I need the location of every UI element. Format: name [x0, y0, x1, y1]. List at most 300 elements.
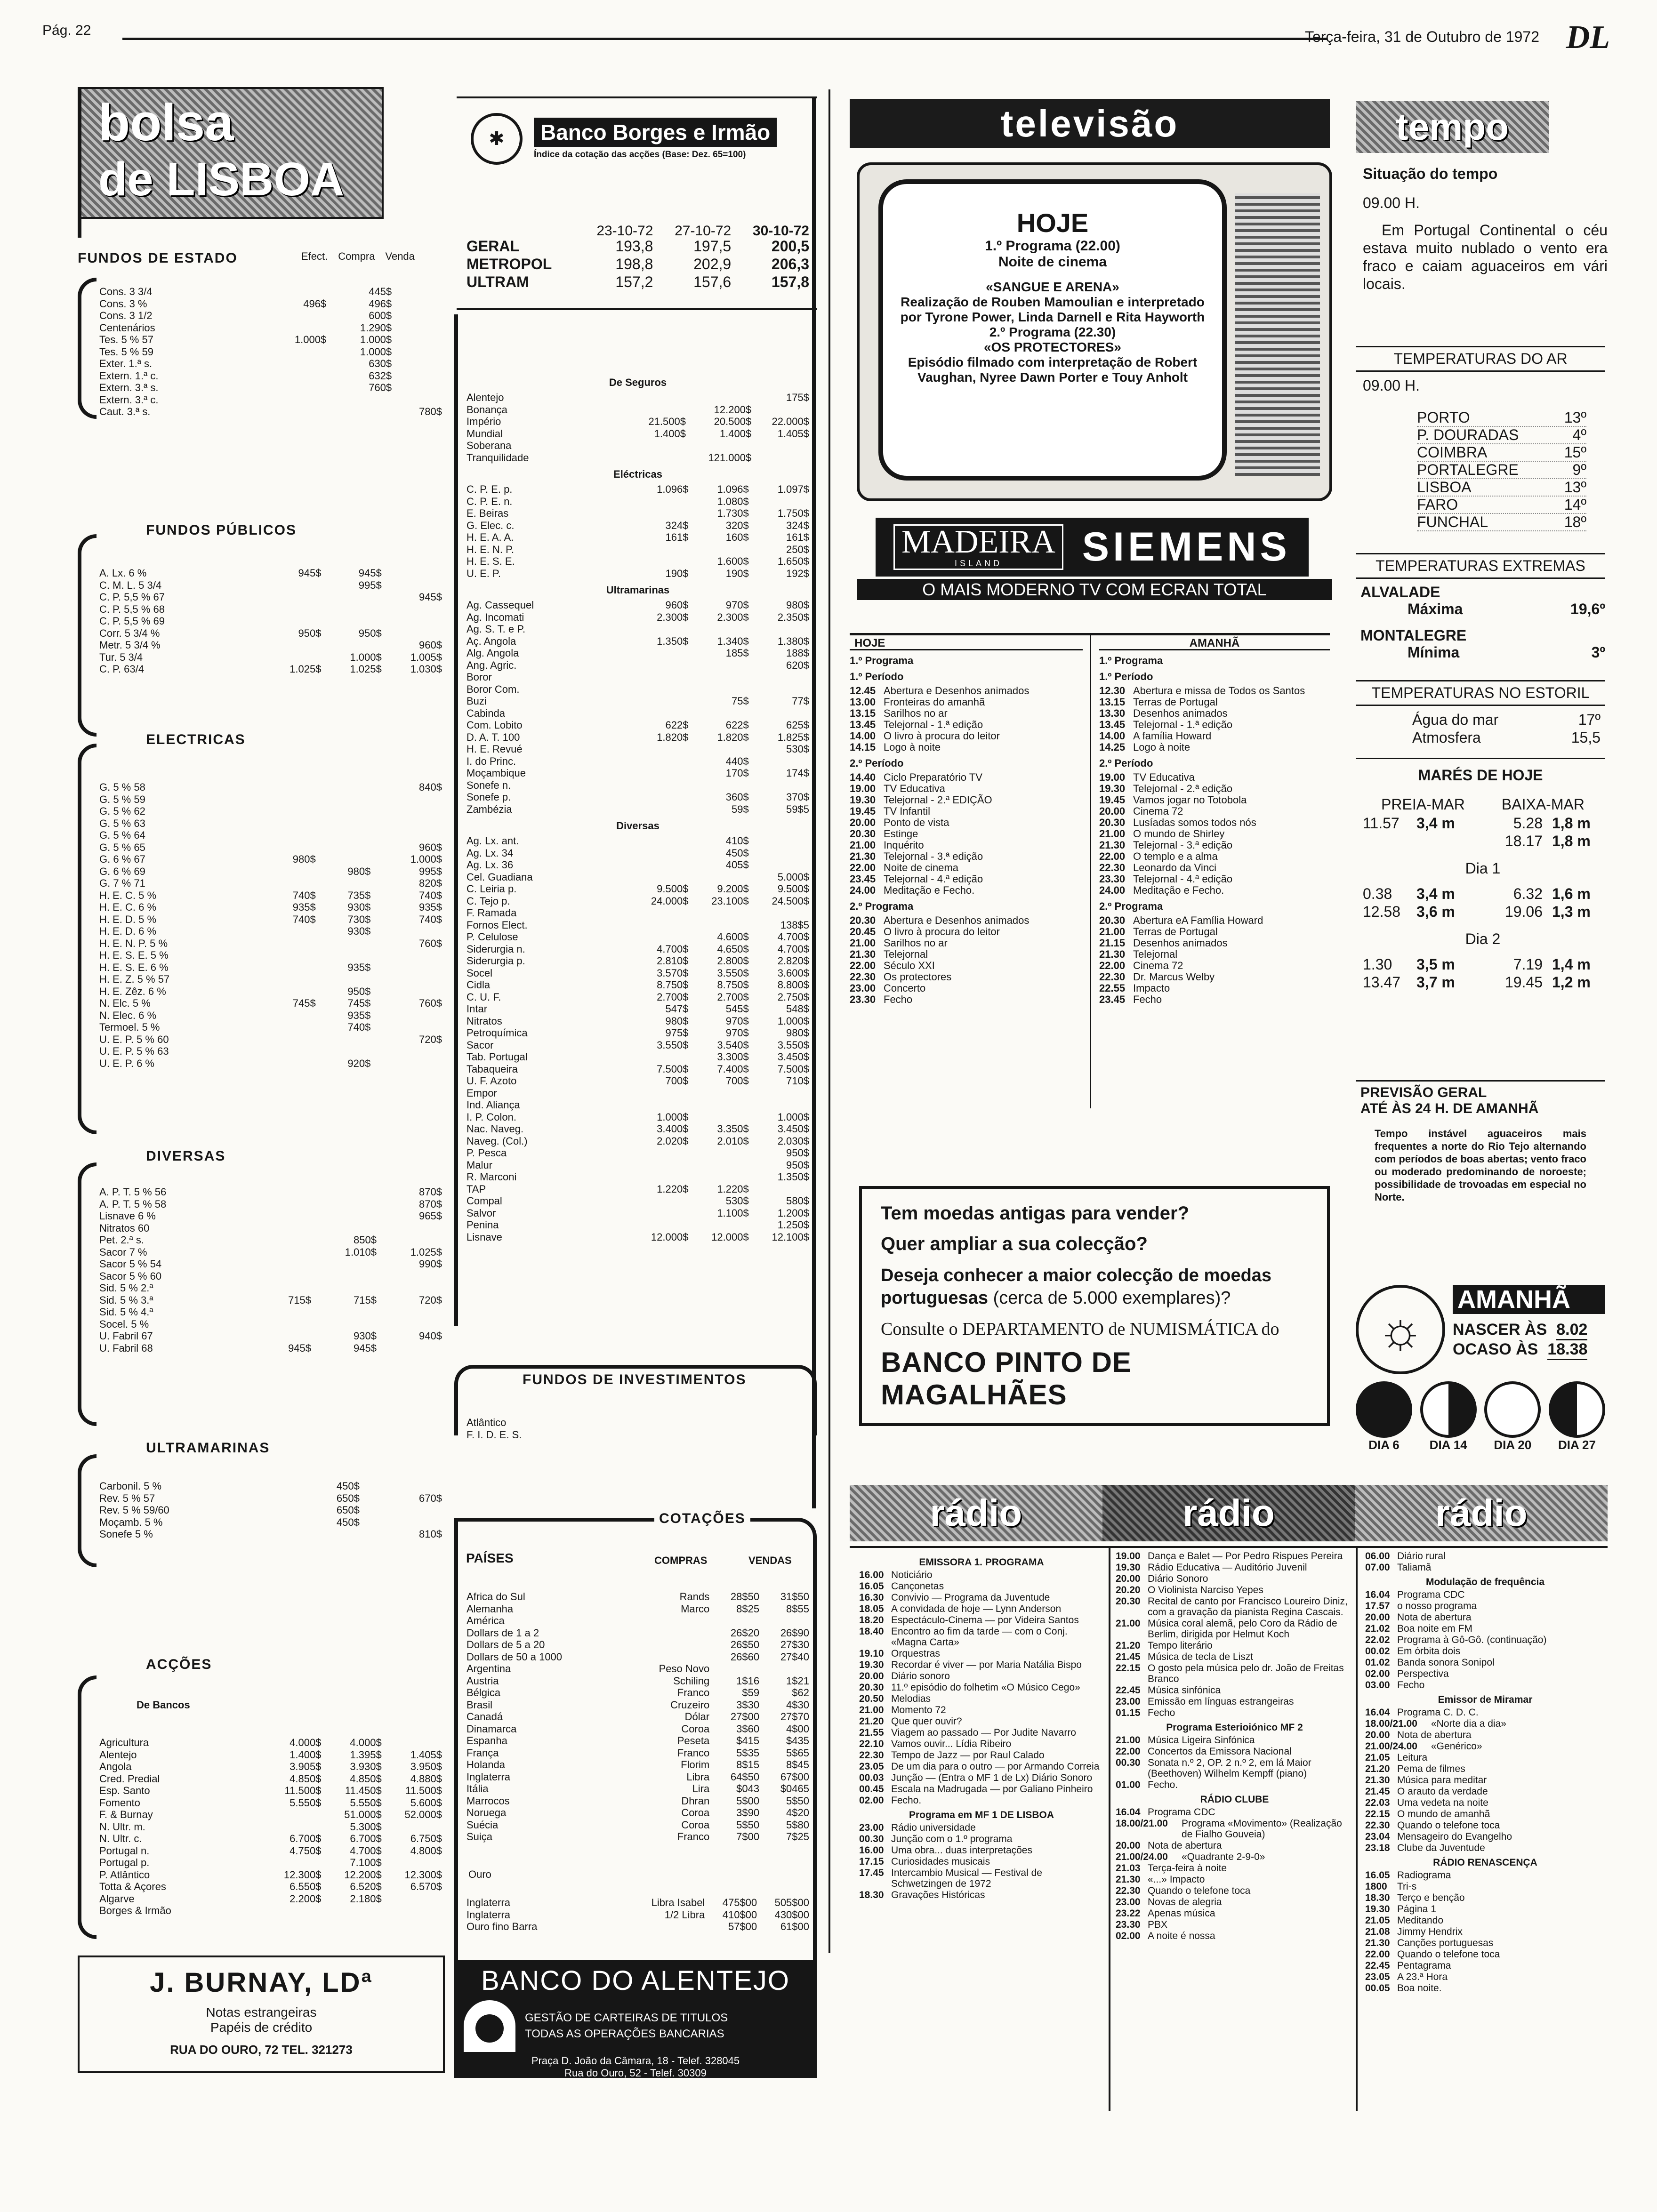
table-row [97, 1222, 445, 1234]
table-cell: 8.750$ [717, 979, 749, 991]
table-cell: Centenários [99, 321, 155, 334]
table-cell [373, 1058, 445, 1070]
table-row [97, 370, 445, 382]
schedule-title: O gosto pela música pelo dr. João de Freitas Branco [1148, 1663, 1344, 1684]
table-cell: 1.400$ [654, 427, 686, 440]
schedule-item [859, 1693, 1104, 1704]
mare-row [1360, 885, 1605, 903]
schedule-title: Clube da Juventude [1397, 1843, 1485, 1853]
schedule-time: 22.00 [1099, 850, 1126, 862]
schedule-time: 22.00 [1365, 1949, 1390, 1960]
table-cell [394, 334, 445, 346]
table-row [97, 310, 445, 322]
table-cell: 31$50 [780, 1591, 809, 1603]
table-cell: 160$ [725, 531, 749, 543]
table-cell: 3.905$ [290, 1761, 322, 1772]
table-cell: 950$ [786, 1147, 809, 1159]
table-cell [691, 671, 751, 683]
schedule-time: 22.30 [1099, 862, 1126, 874]
table-cell: H. E. N. P. 5 % [99, 937, 168, 949]
schedule-title: Boa noite em FM [1397, 1623, 1472, 1634]
table-cell: 2.020$ [657, 1135, 689, 1147]
schedule-time: 23.00 [1116, 1897, 1141, 1907]
table-cell: 4.700$ [777, 931, 809, 943]
table-cell [379, 1270, 445, 1282]
schedule-title: Música de tecla de Liszt [1148, 1651, 1254, 1662]
table-row [97, 973, 445, 986]
table-row [97, 1045, 445, 1058]
fundos-publicos-title: FUNDOS PÚBLICOS [141, 522, 301, 538]
table-cell: 192$ [786, 567, 809, 579]
table-cell: 3.600$ [777, 967, 809, 979]
table-cell [394, 394, 445, 406]
schedule-time: 21.00 [1116, 1618, 1141, 1629]
table-cell: 52.000$ [404, 1809, 442, 1820]
table-cell: U. F. Azoto [467, 1075, 517, 1087]
table-cell [691, 1417, 751, 1429]
schedule-item [850, 949, 1083, 960]
table-cell: 4.650$ [717, 943, 749, 955]
table-cell [264, 322, 329, 334]
table-cell: G. 5 % 62 [99, 805, 145, 817]
table-cell [691, 1111, 751, 1123]
table-cell [691, 1219, 751, 1231]
table-cell: P. Celulose [467, 931, 518, 943]
schedule-item [1099, 949, 1330, 960]
table-row [97, 1294, 445, 1306]
schedule-item [859, 1659, 1104, 1670]
bolsa-left-rule [78, 87, 81, 238]
table-cell: 840$ [419, 781, 442, 793]
table-cell [394, 286, 445, 298]
table-cell: 1.000$ [360, 345, 392, 358]
table-cell: 960$ [665, 599, 689, 611]
table-cell: 940$ [419, 1330, 442, 1342]
lua-fase [1549, 1381, 1605, 1452]
table-row [464, 1603, 812, 1615]
alvalade: ALVALADE [1360, 584, 1440, 601]
table-cell: 405$ [725, 859, 749, 871]
table-cell: 7.500$ [657, 1063, 689, 1075]
schedule-item [1365, 1843, 1605, 1853]
table-cell: P. Pesca [467, 1147, 507, 1159]
table-cell: 4.700$ [350, 1844, 382, 1857]
fundos-estado-table [97, 286, 445, 418]
schedule-time: 01.15 [1116, 1707, 1141, 1718]
schedule-time: 22.30 [850, 971, 876, 983]
city-row [1417, 444, 1586, 462]
city-row [1417, 479, 1586, 497]
table-cell [264, 1234, 314, 1246]
burnay-line2: Papéis de crédito [210, 2020, 313, 2035]
table-cell [752, 755, 812, 768]
radio-banner [850, 1485, 1608, 1541]
table-cell: 2.350$ [777, 611, 809, 623]
table-cell [752, 835, 812, 847]
table-cell: 5$50 [786, 1795, 809, 1807]
table-cell: 61$00 [780, 1921, 809, 1932]
schedule-title: Telejornal - 3.ª edição [1133, 839, 1233, 851]
table-cell: 1$16 [736, 1675, 760, 1687]
table-cell: 760$ [419, 937, 442, 949]
table-row [464, 1207, 812, 1219]
schedule-item [1099, 926, 1330, 938]
table-cell [712, 1663, 762, 1675]
schedule-title: «...» Impacto [1148, 1874, 1205, 1885]
table-cell: 980$ [347, 865, 371, 877]
schedule-title: Meditação e Fecho. [1133, 884, 1224, 896]
schedule-title: Fecho [1397, 1680, 1425, 1691]
table-cell [691, 1429, 751, 1441]
table-cell: 960$ [419, 639, 442, 651]
table-cell: 9.500$ [777, 883, 809, 895]
table-cell: 505$00 [774, 1897, 809, 1908]
table-row [97, 394, 445, 406]
city-row [1417, 427, 1586, 444]
schedule-time: 23.05 [1365, 1972, 1390, 1982]
table-cell: 600$ [369, 310, 392, 321]
schedule-item [1099, 742, 1330, 753]
table-cell: GERAL [467, 237, 519, 255]
table-cell: H. E. Revué [467, 743, 523, 755]
table-row [464, 1039, 812, 1051]
station-heading: Modulação de frequência [1425, 1577, 1545, 1587]
lua-dia: DIA 6 [1368, 1438, 1400, 1452]
schedule-title: Música para meditar [1397, 1775, 1487, 1786]
table-cell: 193,8 [615, 237, 653, 255]
alentejo-line2: TODAS AS OPERAÇÕES BANCARIAS [525, 2028, 724, 2040]
schedule-time: 19.30 [859, 1659, 884, 1670]
schedule-time: 23.05 [859, 1761, 884, 1772]
table-row [464, 743, 812, 755]
table-row [97, 805, 445, 817]
table-cell: Cons. 3 3/4 [99, 286, 153, 297]
table-cell [264, 615, 324, 627]
schedule-time: 02.00 [1365, 1668, 1390, 1679]
table-cell: 945$ [358, 567, 382, 579]
table-cell: Sonefe n. [467, 779, 511, 791]
schedule-time: 02.00 [1116, 1931, 1141, 1941]
schedule-time: 18.00/21.00 [1365, 1718, 1417, 1729]
schedule-time: 23.00 [850, 982, 876, 994]
table-row [464, 859, 812, 871]
table-cell [631, 1195, 691, 1207]
table-cell: Ag. Lx. 36 [467, 859, 514, 871]
table-cell: H. E. C. 6 % [99, 901, 157, 913]
table-cell [631, 931, 691, 943]
schedule-title: Logo à noite [1133, 741, 1190, 753]
table-cell: Angola [99, 1761, 132, 1772]
table-cell [319, 842, 374, 854]
schedule-time: 17.45 [859, 1867, 884, 1878]
table-cell: Atlântico [467, 1417, 507, 1428]
bracket [78, 1162, 97, 1426]
schedule-time: 19.45 [850, 805, 876, 817]
table-cell [319, 1034, 374, 1046]
table-cell [712, 1615, 762, 1627]
schedule-time: 14.25 [1099, 741, 1126, 753]
table-cell: 4.000$ [290, 1737, 322, 1748]
schedule-item [1116, 1585, 1353, 1595]
moedas-bank: BANCO PINTO DE MAGALHÃES [881, 1346, 1132, 1411]
moon-full-icon [1484, 1381, 1541, 1438]
mare-cell: 7.19 [1513, 956, 1543, 973]
table-row [97, 591, 445, 603]
table-row [464, 1429, 812, 1441]
schedule-time: 13.30 [1099, 707, 1126, 719]
table-cell [631, 507, 691, 520]
schedule-item [1365, 1623, 1605, 1634]
table-cell [373, 973, 445, 986]
table-cell [314, 1318, 379, 1330]
table-cell: Pet. 2.ª s. [99, 1234, 144, 1246]
table-cell: Ag. Lx. ant. [467, 835, 519, 847]
city-temp: 4º [1572, 426, 1586, 443]
schedule-time: 22.30 [1116, 1885, 1141, 1896]
schedule-title: «Quadrante 2-9-0» [1182, 1851, 1265, 1862]
table-cell [754, 404, 812, 416]
table-cell [264, 1186, 314, 1198]
schedule-time: 22.02 [1365, 1635, 1390, 1645]
schedule-item [859, 1856, 1104, 1867]
schedule-time: 22.00 [1099, 960, 1126, 971]
table-cell [631, 1429, 691, 1441]
schedule-title: Abertura e Desenhos animados [884, 685, 1030, 697]
table-row [97, 639, 445, 651]
table-cell [264, 962, 319, 974]
table-row [97, 1893, 445, 1905]
schedule-title: Dr. Marcus Welby [1133, 971, 1215, 983]
table-cell: Brasil [467, 1699, 493, 1711]
table-cell: 174$ [786, 767, 809, 779]
table-cell: Ouro fino Barra [467, 1921, 538, 1932]
table-row [97, 1270, 445, 1282]
schedule-title: Música sinfónica [1148, 1685, 1221, 1696]
schedule-title: Fecho. [891, 1795, 922, 1806]
schedule-item [850, 719, 1083, 730]
table-row [97, 1480, 445, 1492]
table-cell: Ang. Agric. [467, 659, 517, 671]
table-cell [264, 973, 319, 986]
bracket [78, 1454, 97, 1567]
table-cell: Nac. Naveg. [467, 1123, 524, 1135]
table-row [97, 406, 445, 418]
table-cell: 2.010$ [717, 1135, 749, 1147]
table-row [97, 829, 445, 842]
table-row [97, 1246, 445, 1258]
table-row [464, 544, 812, 556]
electricas-title: ELECTRICAS [141, 732, 250, 748]
schedule-time: 21.05 [1365, 1752, 1390, 1763]
schedule-item [859, 1845, 1104, 1856]
table-cell [691, 871, 751, 883]
table-cell: 975$ [665, 1027, 689, 1039]
schedule-time: 23.00 [859, 1822, 884, 1833]
table-row [464, 919, 812, 931]
city-temp: 9º [1572, 461, 1586, 478]
table-cell: Império [467, 416, 501, 427]
schedule-title: Terça-feira à noite [1148, 1863, 1227, 1874]
col-compras: COMPRAS [654, 1555, 708, 1566]
schedule-time: 14.00 [1099, 730, 1126, 742]
table-cell: 3.930$ [350, 1761, 382, 1772]
table-cell: 1.030$ [410, 663, 442, 675]
rule [1109, 1546, 1110, 2111]
table-cell: Cruzeiro [670, 1699, 710, 1711]
table-row [464, 404, 812, 416]
table-cell: 935$ [292, 901, 316, 913]
table-row [464, 1123, 812, 1135]
bbi-seal-icon: ✱ [471, 113, 523, 165]
schedule-item [1116, 1840, 1353, 1851]
table-cell: Lira [692, 1783, 710, 1795]
schedule-item [1365, 1775, 1605, 1786]
table-cell: 1.730$ [717, 507, 749, 519]
table-cell: Marrocos [467, 1795, 510, 1807]
schedule-time: 01.00 [1116, 1779, 1141, 1790]
schedule-item [1116, 1746, 1353, 1757]
numismatica-ad [859, 1186, 1330, 1426]
schedule-item [1365, 1960, 1605, 1971]
schedule-item [859, 1890, 1104, 1900]
table-cell: Sacor 7 % [99, 1246, 147, 1258]
table-cell: Socel [467, 967, 493, 979]
schedule-time: 20.00 [1116, 1840, 1141, 1851]
electricas2-title: Eléctricas [613, 468, 662, 480]
table-row [464, 568, 812, 580]
schedule-item [1365, 1589, 1605, 1600]
table-row [464, 847, 812, 859]
table-cell [264, 1210, 314, 1222]
table-cell: 190$ [665, 567, 689, 579]
table-cell: 950$ [347, 985, 371, 997]
table-cell: 170$ [725, 767, 749, 779]
table-cell [264, 1270, 314, 1282]
fundos-inv-table [464, 1417, 812, 1441]
table-row [464, 659, 812, 672]
table-cell: Coroa [681, 1723, 710, 1735]
table-row [97, 1198, 445, 1210]
table-cell [373, 925, 445, 938]
schedule-time: 21.30 [1099, 839, 1126, 851]
schedule-time: 21.45 [1116, 1651, 1141, 1662]
table-cell: 27$40 [780, 1651, 809, 1663]
table-cell: Franco [677, 1831, 710, 1843]
tv-amanha-title: AMANHÃ [1099, 638, 1330, 650]
table-cell [264, 842, 319, 854]
table-cell [264, 370, 329, 382]
table-cell [264, 1492, 280, 1505]
table-cell [385, 1905, 445, 1917]
schedule-item [859, 1570, 1104, 1580]
schedule-item [1116, 1931, 1353, 1941]
schedule-title: Telejornal [884, 948, 928, 960]
table-cell: 930$ [347, 901, 371, 913]
table-cell [754, 452, 812, 464]
table-cell: 930$ [347, 925, 371, 937]
table-row [464, 1807, 812, 1819]
table-cell: U. E. P. 6 % [99, 1057, 154, 1069]
table-cell: Extern. 3.ª s. [99, 382, 159, 393]
table-cell: 8.800$ [777, 979, 809, 991]
schedule-item [850, 794, 1083, 806]
tv-amanha [1099, 638, 1330, 1005]
table-row [464, 1831, 812, 1843]
radio-col2 [1116, 1551, 1353, 1942]
schedule-time: 16.04 [1116, 1807, 1141, 1818]
schedule-item [1099, 994, 1330, 1005]
table-cell: 920$ [347, 1057, 371, 1069]
schedule-time: 23.30 [1116, 1919, 1141, 1930]
table-row [97, 1749, 445, 1761]
tempo-banner: tempo [1356, 101, 1549, 153]
station-heading: Programa Esterioiónico MF 2 [1166, 1722, 1303, 1733]
table-row [464, 1627, 812, 1639]
diversas-table [97, 1186, 445, 1354]
schedule-title: Abertura e missa de Todos os Santos [1133, 685, 1305, 697]
table-cell: 188$ [786, 647, 809, 659]
schedule-title: Programa à Gô-Gô. (continuação) [1397, 1635, 1547, 1645]
table-row [464, 719, 812, 731]
schedule-item [850, 697, 1083, 708]
schedule-item [1365, 1601, 1605, 1611]
schedule-time: 23.00 [1116, 1696, 1141, 1707]
table-cell [631, 1051, 691, 1063]
table-cell: 995$ [419, 865, 442, 877]
schedule-time: 00.02 [1365, 1646, 1390, 1657]
table-cell: 745$ [347, 997, 371, 1009]
table-row [464, 1231, 812, 1243]
table-cell: 5.600$ [410, 1796, 442, 1809]
table-cell: 630$ [369, 358, 392, 369]
schedule-title: Telejornal [1133, 948, 1178, 960]
table-cell: 3$30 [736, 1699, 760, 1711]
ultramarinas-table [97, 1480, 445, 1540]
table-row [97, 579, 445, 592]
table-cell: C. P. E. p. [467, 483, 513, 495]
table-cell [264, 1318, 314, 1330]
schedule-time: 20.00 [859, 1671, 884, 1682]
schedule-item [1365, 1707, 1605, 1718]
bolsa-banner [78, 87, 384, 219]
table-cell: 185$ [725, 647, 749, 659]
table-cell [264, 579, 324, 592]
alentejo-line1: GESTÃO DE CARTEIRAS DE TITULOS [525, 2012, 728, 2024]
table-cell: Esp. Santo [99, 1785, 150, 1796]
table-cell [631, 755, 691, 768]
lua-fase [1356, 1381, 1412, 1452]
schedule-item [1365, 1752, 1605, 1763]
schedule-item [1365, 1797, 1605, 1808]
schedule-time: 16.00 [859, 1570, 884, 1580]
table-cell [324, 615, 384, 627]
col-vendas: VENDAS [748, 1555, 792, 1566]
table-cell: 3.450$ [777, 1123, 809, 1135]
table-cell: 3.300$ [717, 1051, 749, 1063]
table-cell: 5$65 [786, 1747, 809, 1759]
table-cell: H. E. D. 6 % [99, 925, 157, 937]
table-row [97, 1905, 445, 1917]
schedule-time: 21.20 [1365, 1763, 1390, 1774]
schedule-time: 21.30 [1365, 1775, 1390, 1786]
table-cell: Sacor 5 % 54 [99, 1258, 162, 1270]
schedule-time: 20.20 [1116, 1585, 1141, 1595]
schedule-item [850, 983, 1083, 994]
schedule-title: Sonata n.º 2, OP. 2 n.º 2, em lá Maior (Beethoven) Wilhelm Kempff (piano) [1148, 1757, 1311, 1779]
table-cell: 1.820$ [657, 731, 689, 743]
table-cell: Franco [677, 1687, 710, 1699]
schedule-title: Século XXI [884, 960, 935, 971]
